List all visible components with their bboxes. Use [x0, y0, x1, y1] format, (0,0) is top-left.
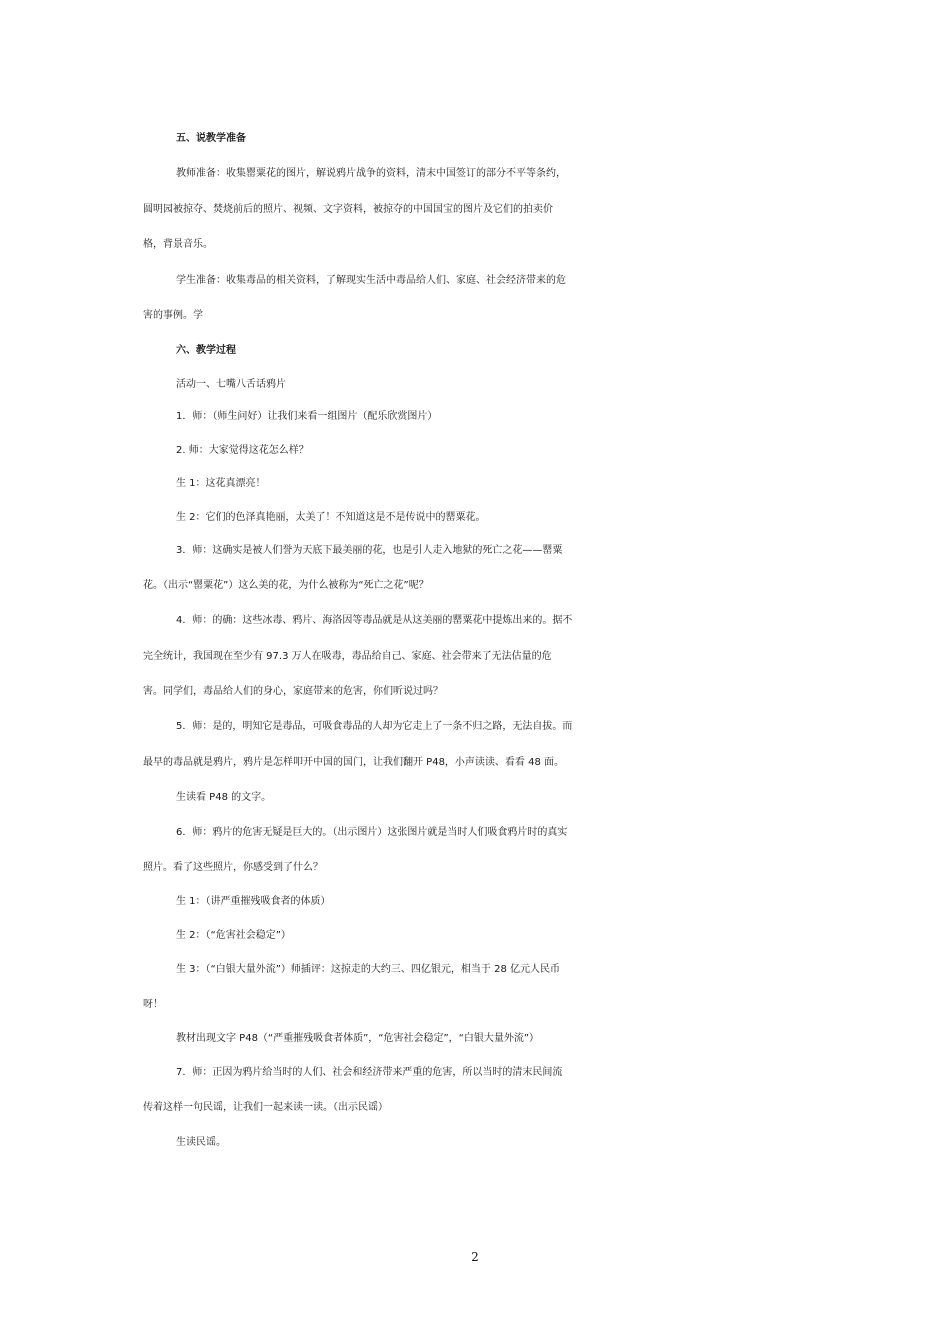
- paragraph-line: 传着这样一句民谣，让我们一起来读一读。（出示民谣）: [143, 1102, 388, 1113]
- paragraph-line: 生读民谣。: [176, 1137, 226, 1148]
- paragraph-line: 3．师：这确实是被人们誉为天底下最美丽的花，也是引人走入地狱的死亡之花——罂粟: [176, 545, 563, 556]
- paragraph-line: 教师准备：收集罂粟花的图片，解说鸦片战争的资料，清末中国签订的部分不平等条约，: [176, 168, 566, 179]
- paragraph-line: 生 3：（“白银大量外流”）师插评：这掠走的大约三、四亿银元，相当于 28 亿元人民币: [176, 964, 560, 975]
- paragraph-line: 生 1：（讲严重摧残吸食者的体质）: [176, 896, 331, 907]
- paragraph-line: 完全统计，我国现在至少有 97.3 万人在吸毒，毒品给自己、家庭、社会带来了无法估量的危: [143, 651, 552, 662]
- paragraph-line: 花。（出示“罂粟花”）这么美的花，为什么被称为“死亡之花”呢？: [143, 580, 429, 591]
- paragraph-line: 害的事例。学: [143, 310, 203, 321]
- paragraph-line: 最早的毒品就是鸦片，鸦片是怎样叩开中国的国门，让我们翻开 P48，小声读读、看看 48 面。: [143, 757, 565, 768]
- paragraph-line: 格，背景音乐。: [143, 239, 213, 250]
- paragraph-line: 4．师：的确：这些冰毒、鸦片、海洛因等毒品就是从这美丽的罂粟花中提炼出来的。据不: [176, 615, 573, 626]
- paragraph-line: 教材出现文字 P48（“严重摧残吸食者体质”，“危害社会稳定”，“白银大量外流”）: [176, 1033, 540, 1044]
- paragraph-line: 7．师：正因为鸦片给当时的人们、社会和经济带来严重的危害，所以当时的清末民间流: [176, 1067, 563, 1078]
- paragraph-line: 生读看 P48 的文字。: [176, 792, 272, 803]
- paragraph-line: 6．师：鸦片的危害无疑是巨大的。（出示图片）这张图片就是当时人们吸食鸦片时的真实: [176, 827, 568, 838]
- paragraph-line: 1．师：（师生问好）让我们来看一组图片（配乐欣赏图片）: [176, 411, 438, 422]
- page-number: 2: [471, 1250, 479, 1264]
- paragraph-line: 害。同学们，毒品给人们的身心，家庭带来的危害，你们听说过吗？: [143, 686, 443, 697]
- paragraph-line: 5．师：是的，明知它是毒品，可吸食毒品的人却为它走上了一条不归之路，无法自拔。而: [176, 721, 573, 732]
- paragraph-line: 圆明园被掠夺、焚烧前后的照片、视频、文字资料，被掠夺的中国国宝的图片及它们的拍卖价: [143, 204, 553, 215]
- section-heading-prep: 五、说教学准备: [176, 133, 246, 144]
- activity-title: 活动一、七嘴八舌话鸦片: [176, 379, 286, 390]
- paragraph-line: 照片。看了这些照片，你感受到了什么？: [143, 862, 323, 873]
- paragraph-line: 生 1：这花真漂亮！: [176, 478, 266, 489]
- paragraph-line: 学生准备：收集毒品的相关资料，了解现实生活中毒品给人们、家庭、社会经济带来的危: [176, 275, 566, 286]
- paragraph-line: 生 2：（“危害社会稳定”）: [176, 930, 291, 941]
- paragraph-line: 呀！: [143, 999, 163, 1010]
- section-heading-process: 六、教学过程: [176, 345, 236, 356]
- paragraph-line: 2. 师：大家觉得这花怎么样？: [176, 445, 309, 456]
- paragraph-line: 生 2：它们的色泽真艳丽，太美了！不知道这是不是传说中的罂粟花。: [176, 512, 486, 523]
